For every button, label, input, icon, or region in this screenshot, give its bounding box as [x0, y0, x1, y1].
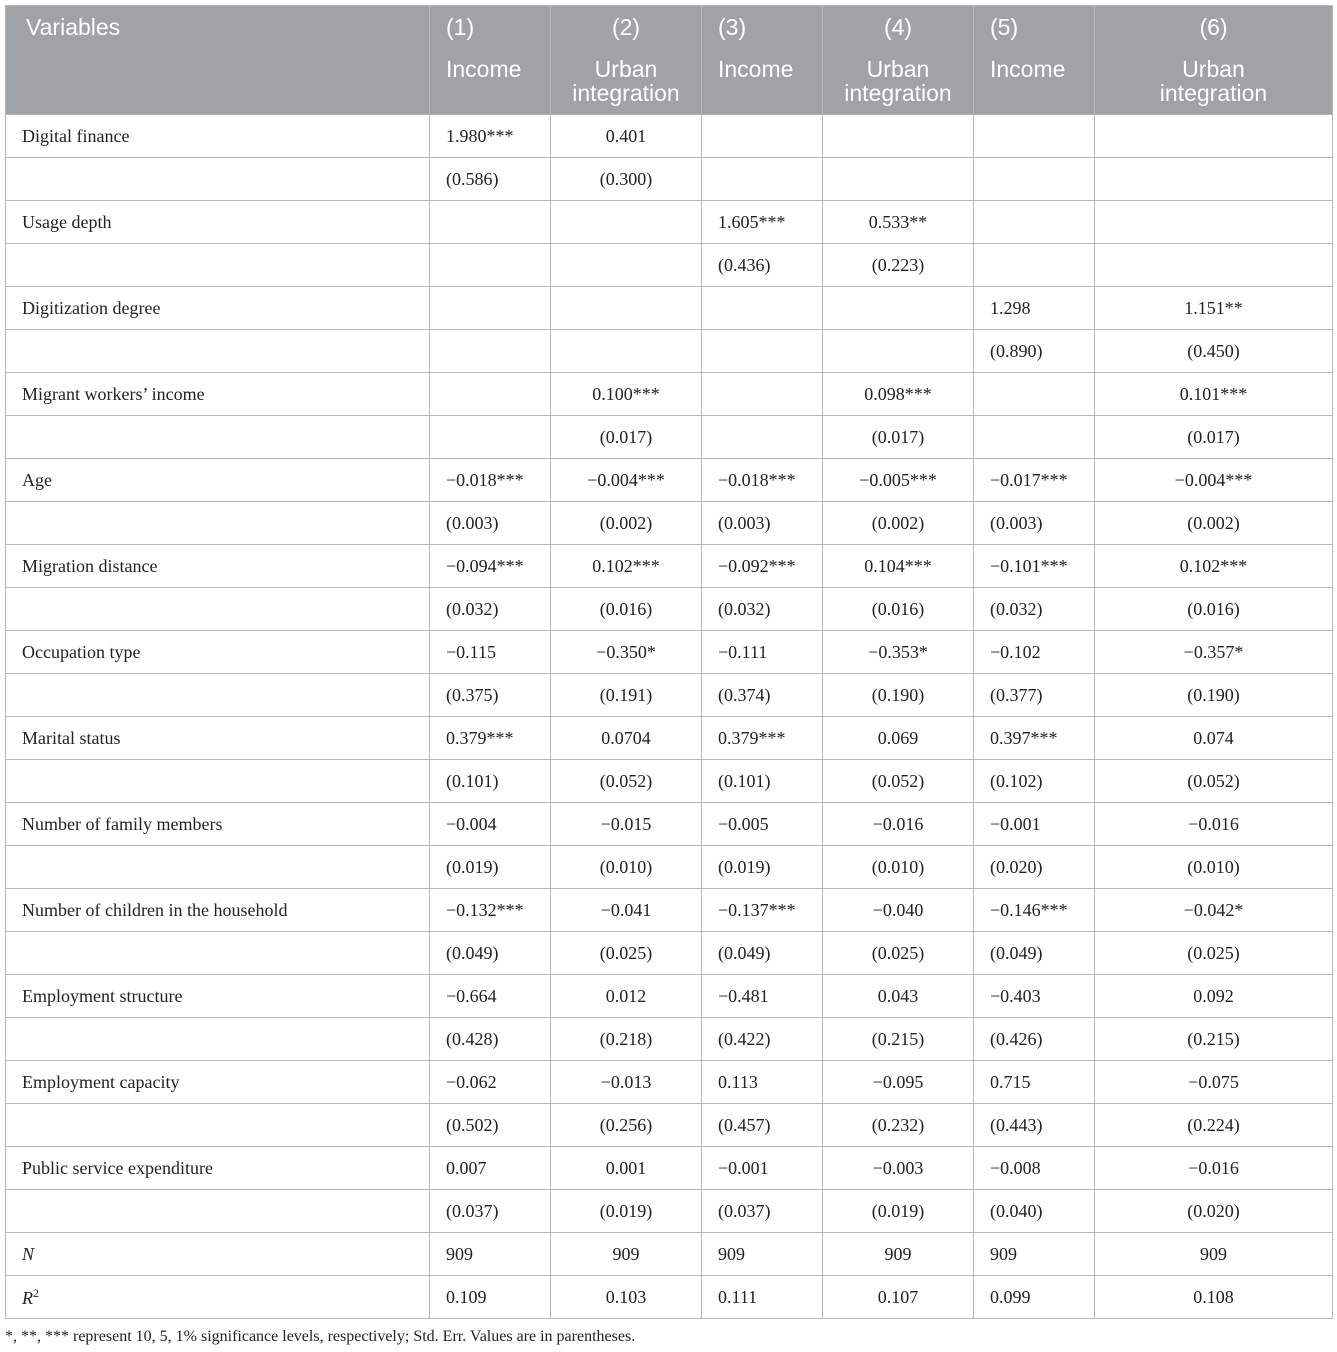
cell-col-6: (0.020) [1095, 1190, 1333, 1233]
row-label [6, 1276, 430, 1319]
regression-table [5, 5, 1333, 1319]
cell-col-2: (0.016) [551, 588, 702, 631]
cell-col-3: (0.019) [702, 846, 823, 889]
row-label-text: Migration distance [22, 555, 158, 576]
cell-col-6: −0.004*** [1095, 459, 1333, 502]
row-label [6, 502, 430, 545]
row-label [6, 760, 430, 803]
cell-col-3: 0.379*** [702, 717, 823, 760]
cell-col-3: (0.003) [702, 502, 823, 545]
row-label-text: Employment structure [22, 985, 183, 1006]
cell-col-1: 1.980*** [430, 115, 551, 158]
cell-col-6: 0.102*** [1095, 545, 1333, 588]
table-row [6, 158, 1333, 201]
cell-col-2: (0.052) [551, 760, 702, 803]
cell-col-1: (0.375) [430, 674, 551, 717]
cell-col-5 [974, 201, 1095, 244]
cell-col-6 [1095, 115, 1333, 158]
cell-col-3 [702, 287, 823, 330]
cell-col-4: −0.095 [823, 1061, 974, 1104]
cell-col-1: 0.379*** [430, 717, 551, 760]
row-label-text: Age [22, 469, 52, 490]
cell-col-3: (0.457) [702, 1104, 823, 1147]
cell-col-4: (0.052) [823, 760, 974, 803]
cell-col-5 [974, 158, 1095, 201]
cell-col-1 [430, 416, 551, 459]
cell-col-5: 0.715 [974, 1061, 1095, 1104]
cell-col-5: −0.102 [974, 631, 1095, 674]
cell-col-4: 0.098*** [823, 373, 974, 416]
cell-col-3: (0.422) [702, 1018, 823, 1061]
header-col-2-label: Urban integration [572, 56, 680, 106]
cell-col-1: −0.004 [430, 803, 551, 846]
cell-col-2 [551, 330, 702, 373]
cell-col-6: 0.074 [1095, 717, 1333, 760]
cell-col-5: 1.298 [974, 287, 1095, 330]
cell-col-4: 0.107 [823, 1276, 974, 1319]
row-label [6, 115, 430, 158]
row-label [6, 1233, 430, 1276]
cell-col-5: 0.099 [974, 1276, 1095, 1319]
row-label [6, 846, 430, 889]
cell-col-3: 0.113 [702, 1061, 823, 1104]
cell-col-1: (0.003) [430, 502, 551, 545]
cell-col-5: (0.377) [974, 674, 1095, 717]
cell-col-3: −0.137*** [702, 889, 823, 932]
cell-col-6: (0.016) [1095, 588, 1333, 631]
row-label [6, 373, 430, 416]
cell-col-5: −0.008 [974, 1147, 1095, 1190]
header-col-5 [974, 6, 1095, 115]
cell-col-2: 0.100*** [551, 373, 702, 416]
header-row [6, 6, 1333, 115]
table-row [6, 545, 1333, 588]
table-row [6, 1104, 1333, 1147]
cell-col-6: (0.190) [1095, 674, 1333, 717]
cell-col-4: (0.017) [823, 416, 974, 459]
cell-col-5: −0.146*** [974, 889, 1095, 932]
table-row [6, 631, 1333, 674]
cell-col-1: 0.007 [430, 1147, 551, 1190]
table-row [6, 1147, 1333, 1190]
table-row [6, 889, 1333, 932]
table-row [6, 244, 1333, 287]
header-col-3 [702, 6, 823, 115]
cell-col-3: −0.001 [702, 1147, 823, 1190]
cell-col-4: 0.533** [823, 201, 974, 244]
cell-col-5: (0.426) [974, 1018, 1095, 1061]
cell-col-6: −0.357* [1095, 631, 1333, 674]
header-col-6-label: Urban integration [1159, 56, 1268, 106]
table-row [6, 1276, 1333, 1319]
header-col-4-number: (4) [883, 14, 913, 40]
cell-col-1: −0.664 [430, 975, 551, 1018]
cell-col-4: (0.223) [823, 244, 974, 287]
cell-col-6: (0.215) [1095, 1018, 1333, 1061]
cell-col-2: 0.102*** [551, 545, 702, 588]
cell-col-2: 0.103 [551, 1276, 702, 1319]
cell-col-1: −0.115 [430, 631, 551, 674]
cell-col-3: 1.605*** [702, 201, 823, 244]
cell-col-1: (0.019) [430, 846, 551, 889]
header-col-6 [1095, 6, 1333, 115]
cell-col-4: (0.025) [823, 932, 974, 975]
cell-col-6: 0.092 [1095, 975, 1333, 1018]
header-col-2 [551, 6, 702, 115]
cell-col-4 [823, 330, 974, 373]
row-label [6, 975, 430, 1018]
cell-col-2: (0.010) [551, 846, 702, 889]
cell-col-5: (0.003) [974, 502, 1095, 545]
cell-col-4: 0.104*** [823, 545, 974, 588]
cell-col-2: −0.041 [551, 889, 702, 932]
row-label-text: R [22, 1287, 33, 1308]
row-label [6, 932, 430, 975]
cell-col-1 [430, 373, 551, 416]
row-label [6, 1147, 430, 1190]
cell-col-1: −0.018*** [430, 459, 551, 502]
cell-col-3: 909 [702, 1233, 823, 1276]
row-label-text: Employment capacity [22, 1071, 180, 1092]
cell-col-3 [702, 115, 823, 158]
row-label-text: Marital status [22, 727, 121, 748]
header-col-1-number: (1) [446, 14, 475, 40]
table-row [6, 287, 1333, 330]
cell-col-6: (0.450) [1095, 330, 1333, 373]
cell-col-5: (0.040) [974, 1190, 1095, 1233]
row-label [6, 287, 430, 330]
table-row [6, 846, 1333, 889]
table-row [6, 115, 1333, 158]
cell-col-6: −0.016 [1095, 1147, 1333, 1190]
cell-col-4: (0.190) [823, 674, 974, 717]
cell-col-3: 0.111 [702, 1276, 823, 1319]
cell-col-1: 0.109 [430, 1276, 551, 1319]
header-col-4-label: Urban integration [844, 56, 952, 106]
header-col-1-label: Income [446, 56, 522, 82]
cell-col-5: (0.443) [974, 1104, 1095, 1147]
header-col-2-number: (2) [611, 14, 641, 40]
header-variables [6, 6, 430, 115]
header-variables-label: Variables [26, 14, 121, 40]
row-label [6, 158, 430, 201]
row-label [6, 1190, 430, 1233]
table-row [6, 760, 1333, 803]
cell-col-1: (0.428) [430, 1018, 551, 1061]
cell-col-6: (0.002) [1095, 502, 1333, 545]
row-label-superscript: 2 [33, 1285, 39, 1300]
row-label [6, 416, 430, 459]
cell-col-5: (0.020) [974, 846, 1095, 889]
cell-col-2: (0.019) [551, 1190, 702, 1233]
cell-col-2: (0.002) [551, 502, 702, 545]
row-label-text: Number of family members [22, 813, 223, 834]
header-col-3-label: Income [718, 56, 794, 82]
row-label-text: Usage depth [22, 211, 112, 232]
cell-col-5 [974, 115, 1095, 158]
cell-col-3 [702, 158, 823, 201]
cell-col-1 [430, 244, 551, 287]
cell-col-3: −0.005 [702, 803, 823, 846]
cell-col-3: (0.032) [702, 588, 823, 631]
cell-col-5 [974, 373, 1095, 416]
cell-col-6: −0.075 [1095, 1061, 1333, 1104]
cell-col-4 [823, 115, 974, 158]
cell-col-2: −0.350* [551, 631, 702, 674]
cell-col-5: 0.397*** [974, 717, 1095, 760]
row-label-text: Digital finance [22, 125, 130, 146]
row-label-text: Migrant workers’ income [22, 383, 205, 404]
cell-col-4: (0.019) [823, 1190, 974, 1233]
cell-col-6: (0.025) [1095, 932, 1333, 975]
cell-col-2: 0.0704 [551, 717, 702, 760]
row-label [6, 588, 430, 631]
header-col-5-number: (5) [990, 14, 1019, 40]
cell-col-2: −0.013 [551, 1061, 702, 1104]
cell-col-3: (0.374) [702, 674, 823, 717]
cell-col-1 [430, 287, 551, 330]
cell-col-4: −0.016 [823, 803, 974, 846]
cell-col-4: (0.232) [823, 1104, 974, 1147]
table-row [6, 330, 1333, 373]
cell-col-2: (0.218) [551, 1018, 702, 1061]
table-row [6, 1061, 1333, 1104]
header-col-5-label: Income [990, 56, 1066, 82]
cell-col-2: 0.401 [551, 115, 702, 158]
cell-col-6: (0.224) [1095, 1104, 1333, 1147]
table-row [6, 201, 1333, 244]
cell-col-1: −0.094*** [430, 545, 551, 588]
header-col-1 [430, 6, 551, 115]
cell-col-3 [702, 330, 823, 373]
cell-col-2: 0.001 [551, 1147, 702, 1190]
cell-col-4 [823, 287, 974, 330]
table-row [6, 803, 1333, 846]
cell-col-5 [974, 244, 1095, 287]
cell-col-5: −0.101*** [974, 545, 1095, 588]
cell-col-2: (0.300) [551, 158, 702, 201]
cell-col-4: (0.215) [823, 1018, 974, 1061]
cell-col-3: −0.481 [702, 975, 823, 1018]
cell-col-6 [1095, 201, 1333, 244]
cell-col-3: (0.101) [702, 760, 823, 803]
table-row [6, 674, 1333, 717]
cell-col-3 [702, 373, 823, 416]
row-label [6, 1018, 430, 1061]
row-label [6, 201, 430, 244]
cell-col-4: 909 [823, 1233, 974, 1276]
cell-col-1: (0.101) [430, 760, 551, 803]
cell-col-2 [551, 287, 702, 330]
cell-col-2: (0.191) [551, 674, 702, 717]
cell-col-1 [430, 330, 551, 373]
cell-col-3: −0.111 [702, 631, 823, 674]
table-row [6, 459, 1333, 502]
cell-col-2: −0.015 [551, 803, 702, 846]
table-row [6, 717, 1333, 760]
cell-col-1: (0.586) [430, 158, 551, 201]
table-footnote: *, **, *** represent 10, 5, 1% significance levels, respectively; Std. Err. Values are in parentheses. [5, 1328, 636, 1345]
row-label [6, 459, 430, 502]
cell-col-4: (0.010) [823, 846, 974, 889]
cell-col-1: 909 [430, 1233, 551, 1276]
cell-col-2: −0.004*** [551, 459, 702, 502]
table-row [6, 502, 1333, 545]
cell-col-1: −0.132*** [430, 889, 551, 932]
row-label-text: Number of children in the household [22, 899, 288, 920]
cell-col-1: (0.037) [430, 1190, 551, 1233]
row-label [6, 674, 430, 717]
cell-col-1: (0.032) [430, 588, 551, 631]
row-label [6, 1104, 430, 1147]
header-col-6-number: (6) [1199, 14, 1228, 40]
row-label [6, 545, 430, 588]
cell-col-5: 909 [974, 1233, 1095, 1276]
cell-col-4: (0.016) [823, 588, 974, 631]
cell-col-4: −0.353* [823, 631, 974, 674]
cell-col-6: (0.017) [1095, 416, 1333, 459]
cell-col-6 [1095, 158, 1333, 201]
cell-col-6: (0.052) [1095, 760, 1333, 803]
cell-col-3: −0.018*** [702, 459, 823, 502]
cell-col-1: (0.049) [430, 932, 551, 975]
header-col-4 [823, 6, 974, 115]
cell-col-4: 0.043 [823, 975, 974, 1018]
cell-col-4 [823, 158, 974, 201]
cell-col-2: 909 [551, 1233, 702, 1276]
table-row [6, 588, 1333, 631]
cell-col-4: 0.069 [823, 717, 974, 760]
cell-col-5: (0.890) [974, 330, 1095, 373]
table-row [6, 1018, 1333, 1061]
cell-col-6: 0.101*** [1095, 373, 1333, 416]
cell-col-2: (0.256) [551, 1104, 702, 1147]
cell-col-5: (0.032) [974, 588, 1095, 631]
table-row [6, 1233, 1333, 1276]
cell-col-5: −0.403 [974, 975, 1095, 1018]
cell-col-3 [702, 416, 823, 459]
table-row [6, 932, 1333, 975]
cell-col-6: 1.151** [1095, 287, 1333, 330]
cell-col-2: 0.012 [551, 975, 702, 1018]
table-row [6, 975, 1333, 1018]
row-label [6, 717, 430, 760]
cell-col-6: 909 [1095, 1233, 1333, 1276]
cell-col-3: (0.037) [702, 1190, 823, 1233]
table-row [6, 416, 1333, 459]
row-label [6, 803, 430, 846]
row-label-text: Digitization degree [22, 297, 161, 318]
row-label-text: N [22, 1243, 35, 1264]
row-label-text: Occupation type [22, 641, 141, 662]
cell-col-5: (0.049) [974, 932, 1095, 975]
row-label-text: Public service expenditure [22, 1157, 213, 1178]
cell-col-4: −0.040 [823, 889, 974, 932]
cell-col-5: (0.102) [974, 760, 1095, 803]
cell-col-6: 0.108 [1095, 1276, 1333, 1319]
cell-col-4: (0.002) [823, 502, 974, 545]
cell-col-1: (0.502) [430, 1104, 551, 1147]
cell-col-3: (0.049) [702, 932, 823, 975]
cell-col-6 [1095, 244, 1333, 287]
cell-col-6: (0.010) [1095, 846, 1333, 889]
table-row [6, 373, 1333, 416]
cell-col-2: (0.025) [551, 932, 702, 975]
row-label [6, 631, 430, 674]
cell-col-2 [551, 244, 702, 287]
cell-col-5: −0.001 [974, 803, 1095, 846]
cell-col-6: −0.042* [1095, 889, 1333, 932]
header-col-3-number: (3) [718, 14, 747, 40]
row-label [6, 330, 430, 373]
cell-col-4: −0.003 [823, 1147, 974, 1190]
row-label [6, 1061, 430, 1104]
cell-col-1: −0.062 [430, 1061, 551, 1104]
row-label [6, 889, 430, 932]
cell-col-3: (0.436) [702, 244, 823, 287]
cell-col-1 [430, 201, 551, 244]
cell-col-2: (0.017) [551, 416, 702, 459]
cell-col-5: −0.017*** [974, 459, 1095, 502]
cell-col-3: −0.092*** [702, 545, 823, 588]
row-label [6, 244, 430, 287]
cell-col-5 [974, 416, 1095, 459]
table-body [6, 115, 1333, 1319]
cell-col-2 [551, 201, 702, 244]
cell-col-4: −0.005*** [823, 459, 974, 502]
cell-col-6: −0.016 [1095, 803, 1333, 846]
table-row [6, 1190, 1333, 1233]
